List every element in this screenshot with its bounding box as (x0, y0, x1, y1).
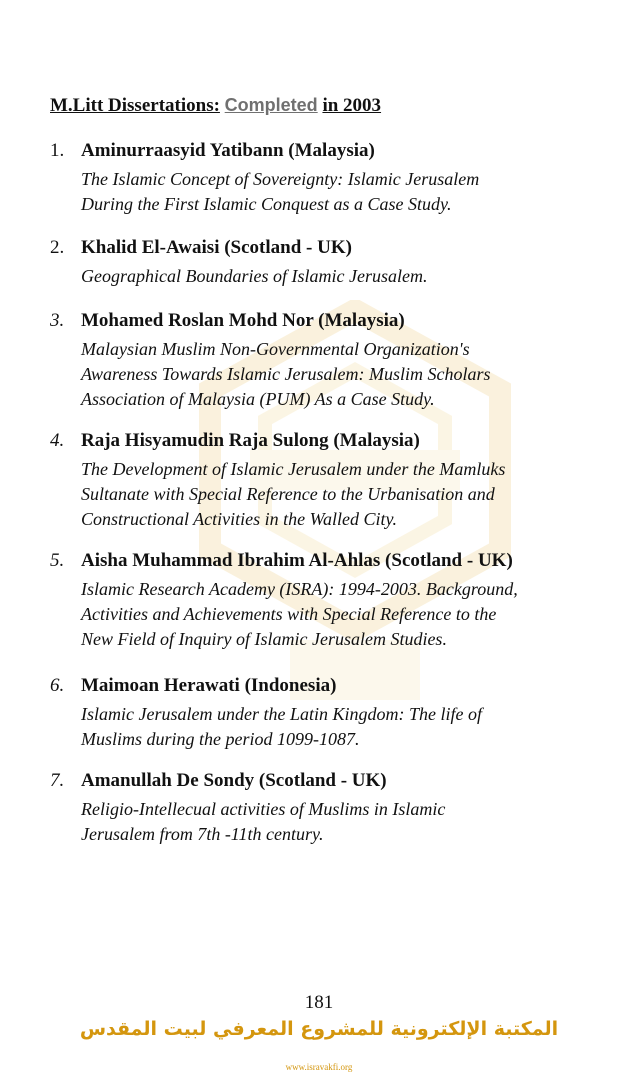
heading-completed-word: Completed (224, 95, 318, 115)
dissertation-title-line: The Development of Islamic Jerusalem under the Mamluks (81, 459, 506, 479)
page-number: 181 (304, 992, 334, 1013)
heading-label: M.Litt Dissertations: (50, 95, 220, 116)
dissertation-title-line: Islamic Jerusalem under the Latin Kingdom: The life of (81, 704, 482, 724)
dissertation-title (81, 167, 479, 217)
dissertation-title-line: New Field of Inquiry of Islamic Jerusalem Studies. (81, 629, 447, 649)
dissertation-title (81, 264, 427, 289)
dissertation-title-line: Religio-Intellecual activities of Muslims in Islamic (81, 799, 446, 819)
dissertation-title (81, 457, 505, 532)
author-name: Aisha Muhammad Ibrahim Al-Ahlas (Scotland - UK) (81, 550, 513, 571)
dissertation-title-line: Activities and Achievements with Special Reference to the (81, 604, 497, 624)
entry-number: 1. (50, 140, 65, 161)
dissertation-title-line: During the First Islamic Conquest as a Case Study. (81, 194, 452, 214)
entry-number: 6. (50, 675, 65, 696)
dissertation-title-line: Geographical Boundaries of Islamic Jerusalem. (81, 266, 428, 286)
dissertation-title-line: Association of Malaysia (PUM) As a Case Study. (81, 389, 435, 409)
author-name: Raja Hisyamudin Raja Sulong (Malaysia) (81, 430, 420, 451)
entry-number: 3. (50, 310, 65, 331)
arabic-footer-text: المكتبة الإلكترونية للمشروع المعرفي لبيت المقدس (79, 1018, 559, 1040)
entry-number: 5. (50, 550, 65, 571)
dissertation-title (81, 702, 482, 752)
author-name: Maimoan Herawati (Indonesia) (81, 675, 337, 696)
dissertation-title-line: The Islamic Concept of Sovereignty: Islamic Jerusalem (81, 169, 480, 189)
dissertation-title (81, 797, 445, 847)
dissertation-title (81, 337, 491, 412)
footer-url: www.isravakfi.org (285, 1062, 353, 1072)
heading-year: in 2003 (322, 95, 382, 116)
dissertation-title-line: Malaysian Muslim Non-Governmental Organization's (81, 339, 470, 359)
dissertation-title-line: Jerusalem from 7th -11th century. (81, 824, 324, 844)
dissertation-title-line: Islamic Research Academy (ISRA): 1994-2003. Background, (81, 579, 518, 599)
dissertation-title-line: Sultanate with Special Reference to the Urbanisation and (81, 484, 495, 504)
dissertation-title-line: Constructional Activities in the Walled City. (81, 509, 397, 529)
entry-number: 7. (50, 770, 65, 791)
author-name: Amanullah De Sondy (Scotland - UK) (81, 770, 387, 791)
author-name: Khalid El-Awaisi (Scotland - UK) (81, 237, 352, 258)
entry-number: 4. (50, 430, 65, 451)
author-name: Aminurraasyid Yatibann (Malaysia) (81, 140, 375, 161)
dissertation-title (81, 577, 518, 652)
entry-number: 2. (50, 237, 65, 258)
author-name: Mohamed Roslan Mohd Nor (Malaysia) (81, 310, 405, 331)
dissertation-title-line: Muslims during the period 1099-1087. (81, 729, 360, 749)
dissertation-title-line: Awareness Towards Islamic Jerusalem: Muslim Scholars (81, 364, 491, 384)
